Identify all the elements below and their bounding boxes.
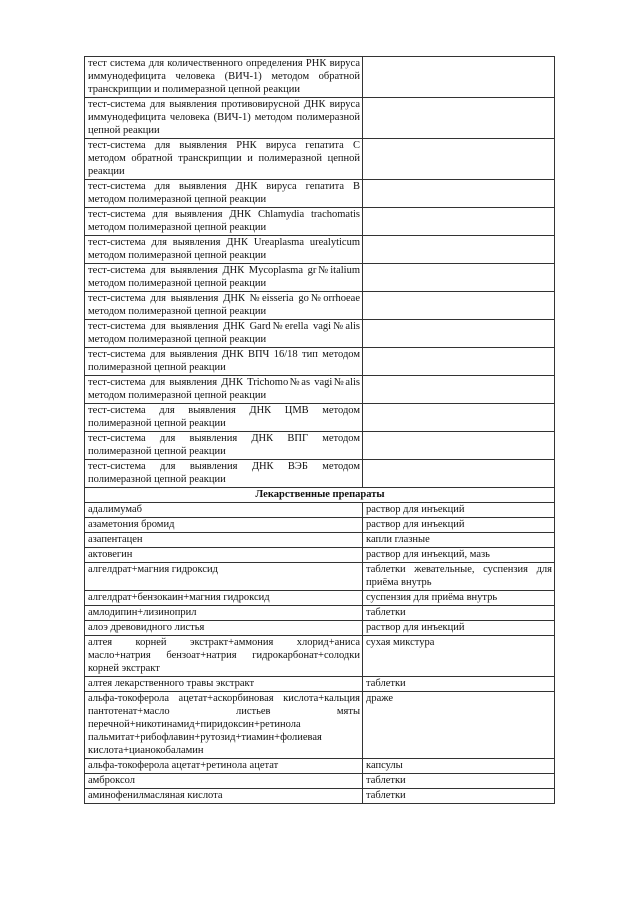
- section-title: Лекарственные препараты: [85, 488, 555, 503]
- drug-form: таблетки жевательные, суспензия для приёма внутрь: [363, 563, 555, 591]
- drug-name: алгелдрат+бензокаин+магния гидроксид: [85, 591, 363, 606]
- drug-name: аминофенилмасляная кислота: [85, 789, 363, 804]
- drug-name: альфа-токоферола ацетат+аскорбиновая кислота+кальция пантотенат+масло листьев мяты перечной+никотинамид+пиридоксин+ретинола пальмитат+рибофлавин+рутозид+тиамин+фолиевая кислота+цианокобаламин: [85, 692, 363, 759]
- drug-name: азаметония бромид: [85, 518, 363, 533]
- empty-cell: [363, 180, 555, 208]
- drug-form: таблетки: [363, 677, 555, 692]
- empty-cell: [363, 292, 555, 320]
- drug-form: раствор для инъекций, мазь: [363, 548, 555, 563]
- registry-table: [84, 56, 555, 804]
- test-system-name: тест-система для выявления ДНК ВПЧ 16/18 тип методом полимеразной цепной реакции: [85, 348, 363, 376]
- drug-name: альфа-токоферола ацетат+ретинола ацетат: [85, 759, 363, 774]
- test-system-name: тест-система для выявления противовирусной ДНК вируса иммунодефицита человека (ВИЧ-1) методом полимеразной цепной реакции: [85, 98, 363, 139]
- empty-cell: [363, 404, 555, 432]
- drug-form: таблетки: [363, 606, 555, 621]
- table-row: [85, 789, 555, 804]
- table-row: [85, 139, 555, 180]
- drug-name: амлодипин+лизиноприл: [85, 606, 363, 621]
- test-system-name: тест-система для выявления ДНК №eisseria go№orrhoeae методом полимеразной цепной реакции: [85, 292, 363, 320]
- empty-cell: [363, 139, 555, 180]
- test-system-name: тест-система для выявления ДНК Mycoplasma gr№italium методом полимеразной цепной реакции: [85, 264, 363, 292]
- drug-name: актовегин: [85, 548, 363, 563]
- empty-cell: [363, 348, 555, 376]
- table-row: [85, 320, 555, 348]
- test-system-name: тест-система для выявления ДНК вируса гепатита В методом полимеразной цепной реакции: [85, 180, 363, 208]
- drug-form: раствор для инъекций: [363, 621, 555, 636]
- table-row: [85, 404, 555, 432]
- table-row: [85, 518, 555, 533]
- empty-cell: [363, 432, 555, 460]
- drug-name: азапентацен: [85, 533, 363, 548]
- empty-cell: [363, 264, 555, 292]
- table-row: [85, 533, 555, 548]
- table-row: [85, 692, 555, 759]
- table-row: [85, 621, 555, 636]
- table-row: [85, 236, 555, 264]
- table-row: [85, 460, 555, 488]
- empty-cell: [363, 460, 555, 488]
- empty-cell: [363, 98, 555, 139]
- document-page: [84, 56, 555, 804]
- drug-form: таблетки: [363, 774, 555, 789]
- empty-cell: [363, 236, 555, 264]
- table-row: [85, 774, 555, 789]
- table-row: [85, 376, 555, 404]
- table-row: [85, 503, 555, 518]
- drug-name: алтея лекарственного травы экстракт: [85, 677, 363, 692]
- drug-form: таблетки: [363, 789, 555, 804]
- test-system-name: тест-система для выявления ДНК Ureaplasma urealyticum методом полимеразной цепной реакции: [85, 236, 363, 264]
- table-row: [85, 98, 555, 139]
- table-row: [85, 348, 555, 376]
- test-system-name: тест система для количественного определения РНК вируса иммунодефицита человека (ВИЧ-1) методом обратной транскрипции и полимеразной цепной реакции: [85, 57, 363, 98]
- test-system-name: тест-система для выявления ДНК ВЭБ методом полимеразной цепной реакции: [85, 460, 363, 488]
- drug-form: капсулы: [363, 759, 555, 774]
- table-row: [85, 677, 555, 692]
- drug-name: амброксол: [85, 774, 363, 789]
- empty-cell: [363, 208, 555, 236]
- table-row: [85, 591, 555, 606]
- test-system-name: тест-система для выявления ДНК Trichomo№as vagi№alis методом полимеразной цепной реакции: [85, 376, 363, 404]
- drug-name: алтея корней экстракт+аммония хлорид+аниса масло+натрия бензоат+натрия гидрокарбонат+солодки корней экстракт: [85, 636, 363, 677]
- table-row: [85, 208, 555, 236]
- table-row: [85, 264, 555, 292]
- drug-name: адалимумаб: [85, 503, 363, 518]
- test-system-name: тест-система для выявления РНК вируса гепатита С методом обратной транскрипции и полимеразной цепной реакции: [85, 139, 363, 180]
- test-system-name: тест-система для выявления ДНК Gard№erella vagi№alis методом полимеразной цепной реакции: [85, 320, 363, 348]
- empty-cell: [363, 320, 555, 348]
- empty-cell: [363, 57, 555, 98]
- test-system-name: тест-система для выявления ДНК ЦМВ методом полимеразной цепной реакции: [85, 404, 363, 432]
- drug-form: сухая микстура: [363, 636, 555, 677]
- drug-form: суспензия для приёма внутрь: [363, 591, 555, 606]
- table-row: [85, 432, 555, 460]
- table-row: [85, 563, 555, 591]
- drug-form: капли глазные: [363, 533, 555, 548]
- table-row: [85, 759, 555, 774]
- drug-form: раствор для инъекций: [363, 518, 555, 533]
- table-row: [85, 180, 555, 208]
- drug-form: раствор для инъекций: [363, 503, 555, 518]
- table-row: [85, 57, 555, 98]
- table-row: [85, 548, 555, 563]
- table-row: [85, 636, 555, 677]
- drug-name: алоэ древовидного листья: [85, 621, 363, 636]
- empty-cell: [363, 376, 555, 404]
- drug-form: драже: [363, 692, 555, 759]
- section-header-row: [85, 488, 555, 503]
- test-system-name: тест-система для выявления ДНК Chlamydia trachomatis методом полимеразной цепной реакции: [85, 208, 363, 236]
- table-row: [85, 606, 555, 621]
- drug-name: алгелдрат+магния гидроксид: [85, 563, 363, 591]
- table-row: [85, 292, 555, 320]
- test-system-name: тест-система для выявления ДНК ВПГ методом полимеразной цепной реакции: [85, 432, 363, 460]
